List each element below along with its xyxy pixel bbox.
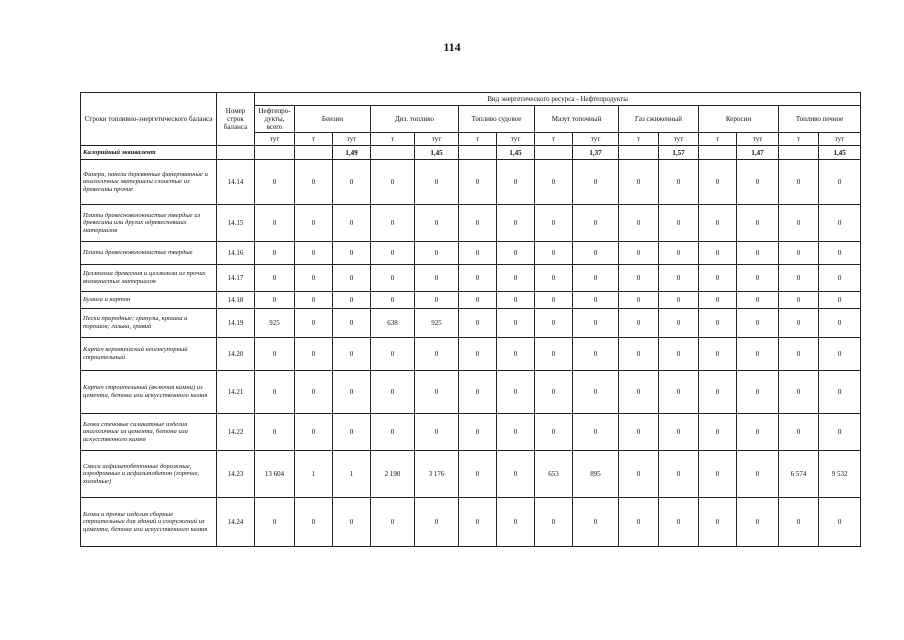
cell-value: 0 bbox=[737, 338, 779, 371]
cell-value: 0 bbox=[819, 242, 861, 265]
cell-value: 0 bbox=[371, 292, 415, 309]
cell-value: 0 bbox=[737, 309, 779, 338]
cell-value: 1 bbox=[333, 451, 371, 498]
cell-value: 0 bbox=[699, 338, 737, 371]
cell-value: 0 bbox=[819, 309, 861, 338]
cell-value: 0 bbox=[659, 451, 699, 498]
cell-value: 0 bbox=[779, 498, 819, 547]
cell-value: 0 bbox=[371, 242, 415, 265]
cell-value: 0 bbox=[819, 338, 861, 371]
cell-value: 0 bbox=[819, 205, 861, 242]
unit-header: тут bbox=[573, 133, 619, 146]
unit-header: тут bbox=[737, 133, 779, 146]
cell-value: 0 bbox=[659, 265, 699, 292]
row-name: Кирпич строительный (включая камни) из цемента, бетона или искусственного камня bbox=[81, 371, 217, 414]
cell-value: 925 bbox=[415, 309, 459, 338]
cell-value: 0 bbox=[255, 371, 295, 414]
cell-value: 0 bbox=[371, 338, 415, 371]
table-row bbox=[81, 242, 861, 265]
row-name: Пески природные; гранулы, крошка и порошок; галька, гравий bbox=[81, 309, 217, 338]
cell-value: 0 bbox=[573, 338, 619, 371]
row-name: Блоки и прочие изделия сборные строительные для зданий и сооружений из цемента, бетона или искусственного камня bbox=[81, 498, 217, 547]
cell-value: 0 bbox=[497, 498, 535, 547]
cell-value: 0 bbox=[255, 414, 295, 451]
calorific-value bbox=[255, 146, 295, 160]
calorific-value: 1,57 bbox=[659, 146, 699, 160]
row-code bbox=[217, 146, 255, 160]
cell-value: 0 bbox=[459, 414, 497, 451]
row-code: 14.18 bbox=[217, 292, 255, 309]
cell-value: 0 bbox=[619, 205, 659, 242]
cell-value: 0 bbox=[659, 160, 699, 205]
cell-value: 0 bbox=[737, 160, 779, 205]
cell-value: 0 bbox=[619, 414, 659, 451]
row-code: 14.21 bbox=[217, 371, 255, 414]
cell-value: 0 bbox=[459, 371, 497, 414]
calorific-value bbox=[699, 146, 737, 160]
cell-value: 653 bbox=[535, 451, 573, 498]
cell-value: 0 bbox=[333, 265, 371, 292]
page-number: 114 bbox=[443, 40, 461, 54]
cell-value: 0 bbox=[573, 498, 619, 547]
cell-value: 0 bbox=[333, 498, 371, 547]
unit-header: тут bbox=[497, 133, 535, 146]
resource-header: Топливо судовое bbox=[459, 106, 535, 133]
cell-value: 0 bbox=[333, 205, 371, 242]
cell-value: 0 bbox=[415, 160, 459, 205]
cell-value: 0 bbox=[295, 309, 333, 338]
row-name: Целлюлоза древесная и целлюлоза из прочих волокнистых материалов bbox=[81, 265, 217, 292]
cell-value: 0 bbox=[659, 205, 699, 242]
cell-value: 0 bbox=[659, 309, 699, 338]
cell-value: 0 bbox=[535, 371, 573, 414]
row-code: 14.22 bbox=[217, 414, 255, 451]
unit-header: тут bbox=[333, 133, 371, 146]
cell-value: 0 bbox=[619, 309, 659, 338]
cell-value: 0 bbox=[619, 498, 659, 547]
cell-value: 0 bbox=[699, 498, 737, 547]
table-row bbox=[81, 265, 861, 292]
cell-value: 0 bbox=[497, 265, 535, 292]
cell-value: 0 bbox=[535, 414, 573, 451]
cell-value: 0 bbox=[255, 265, 295, 292]
cell-value: 0 bbox=[333, 414, 371, 451]
cell-value: 0 bbox=[497, 309, 535, 338]
cell-value: 0 bbox=[819, 371, 861, 414]
table-row bbox=[81, 498, 861, 547]
table-row bbox=[81, 205, 861, 242]
cell-value: 0 bbox=[295, 160, 333, 205]
cell-value: 0 bbox=[415, 265, 459, 292]
unit-header: тут bbox=[255, 133, 295, 146]
calorific-value: 1,49 bbox=[333, 146, 371, 160]
cell-value: 0 bbox=[819, 292, 861, 309]
cell-value: 0 bbox=[371, 371, 415, 414]
cell-value: 0 bbox=[459, 292, 497, 309]
cell-value: 0 bbox=[737, 451, 779, 498]
cell-value: 0 bbox=[255, 292, 295, 309]
cell-value: 0 bbox=[699, 309, 737, 338]
row-code: 14.16 bbox=[217, 242, 255, 265]
cell-value: 0 bbox=[737, 205, 779, 242]
cell-value: 0 bbox=[295, 414, 333, 451]
cell-value: 0 bbox=[659, 414, 699, 451]
cell-value: 3 176 bbox=[415, 451, 459, 498]
cell-value: 0 bbox=[573, 265, 619, 292]
table-row bbox=[81, 414, 861, 451]
cell-value: 0 bbox=[699, 205, 737, 242]
cell-value: 9 532 bbox=[819, 451, 861, 498]
calorific-value bbox=[371, 146, 415, 160]
unit-header: т bbox=[371, 133, 415, 146]
calorific-value: 1,45 bbox=[497, 146, 535, 160]
row-name: Плиты древесноволокнистые твердые из древесины или других одревесневших материалов bbox=[81, 205, 217, 242]
cell-value: 0 bbox=[333, 292, 371, 309]
row-code: 14.15 bbox=[217, 205, 255, 242]
row-name: Плиты древесноволокнистые твердые bbox=[81, 242, 217, 265]
cell-value: 0 bbox=[535, 498, 573, 547]
cell-value: 0 bbox=[699, 160, 737, 205]
cell-value: 0 bbox=[459, 498, 497, 547]
cell-value: 0 bbox=[535, 338, 573, 371]
cell-value: 0 bbox=[415, 242, 459, 265]
cell-value: 0 bbox=[459, 265, 497, 292]
cell-value: 0 bbox=[819, 498, 861, 547]
cell-value: 0 bbox=[497, 205, 535, 242]
row-code: 14.19 bbox=[217, 309, 255, 338]
cell-value: 0 bbox=[737, 265, 779, 292]
cell-value: 0 bbox=[255, 160, 295, 205]
calorific-value bbox=[779, 146, 819, 160]
row-name: Кирпич керамический неогнеупорный строительный bbox=[81, 338, 217, 371]
cell-value: 0 bbox=[779, 338, 819, 371]
cell-value: 0 bbox=[459, 205, 497, 242]
cell-value: 0 bbox=[371, 414, 415, 451]
cell-value: 895 bbox=[573, 451, 619, 498]
table-row bbox=[81, 338, 861, 371]
cell-value: 0 bbox=[459, 338, 497, 371]
row-code: 14.24 bbox=[217, 498, 255, 547]
unit-header: т bbox=[619, 133, 659, 146]
cell-value: 0 bbox=[371, 205, 415, 242]
unit-header: т bbox=[779, 133, 819, 146]
cell-value: 0 bbox=[371, 265, 415, 292]
resource-header: Диз. топливо bbox=[371, 106, 459, 133]
resource-group-header: Вид энергетического ресурса - Нефтепродукты bbox=[255, 93, 861, 106]
cell-value: 638 bbox=[371, 309, 415, 338]
row-label-header: Строки топливно-энергетического баланса bbox=[81, 93, 217, 146]
cell-value: 0 bbox=[459, 160, 497, 205]
cell-value: 925 bbox=[255, 309, 295, 338]
cell-value: 0 bbox=[619, 338, 659, 371]
cell-value: 0 bbox=[699, 414, 737, 451]
cell-value: 0 bbox=[497, 160, 535, 205]
cell-value: 0 bbox=[619, 292, 659, 309]
cell-value: 0 bbox=[659, 338, 699, 371]
cell-value: 0 bbox=[371, 498, 415, 547]
row-name: Бумага и картон bbox=[81, 292, 217, 309]
cell-value: 0 bbox=[737, 414, 779, 451]
cell-value: 0 bbox=[659, 292, 699, 309]
cell-value: 0 bbox=[535, 205, 573, 242]
row-name: Смеси асфальтобетонные дорожные, аэродромные и асфальтобетон (горячие, холодные) bbox=[81, 451, 217, 498]
cell-value: 0 bbox=[255, 338, 295, 371]
table-row bbox=[81, 160, 861, 205]
cell-value: 0 bbox=[699, 371, 737, 414]
cell-value: 0 bbox=[699, 451, 737, 498]
cell-value: 0 bbox=[535, 160, 573, 205]
cell-value: 0 bbox=[819, 160, 861, 205]
cell-value: 13 604 bbox=[255, 451, 295, 498]
cell-value: 0 bbox=[779, 414, 819, 451]
cell-value: 1 bbox=[295, 451, 333, 498]
cell-value: 0 bbox=[415, 414, 459, 451]
cell-value: 0 bbox=[659, 371, 699, 414]
cell-value: 0 bbox=[497, 242, 535, 265]
cell-value: 0 bbox=[737, 292, 779, 309]
calorific-value bbox=[535, 146, 573, 160]
calorific-equivalent-row bbox=[81, 146, 861, 160]
row-name: Блоки стеновые силикатные изделия аналогичные из цемента, бетона или искусственного камня bbox=[81, 414, 217, 451]
cell-value: 0 bbox=[415, 205, 459, 242]
cell-value: 0 bbox=[619, 160, 659, 205]
resource-header: Мазут топочный bbox=[535, 106, 619, 133]
cell-value: 0 bbox=[459, 242, 497, 265]
row-code: 14.20 bbox=[217, 338, 255, 371]
energy-balance-table bbox=[80, 92, 861, 547]
cell-value: 0 bbox=[619, 451, 659, 498]
cell-value: 0 bbox=[415, 338, 459, 371]
cell-value: 6 574 bbox=[779, 451, 819, 498]
cell-value: 0 bbox=[659, 242, 699, 265]
cell-value: 0 bbox=[779, 309, 819, 338]
cell-value: 0 bbox=[295, 292, 333, 309]
unit-header: тут bbox=[819, 133, 861, 146]
cell-value: 0 bbox=[619, 242, 659, 265]
cell-value: 0 bbox=[497, 451, 535, 498]
cell-value: 0 bbox=[573, 309, 619, 338]
cell-value: 0 bbox=[497, 371, 535, 414]
cell-value: 0 bbox=[819, 265, 861, 292]
row-name: Калорийный эквивалент bbox=[81, 146, 217, 160]
table-row bbox=[81, 292, 861, 309]
cell-value: 0 bbox=[535, 309, 573, 338]
calorific-value bbox=[459, 146, 497, 160]
calorific-value: 1,45 bbox=[819, 146, 861, 160]
cell-value: 0 bbox=[619, 265, 659, 292]
resource-header: Нефтепро-дукты, всего bbox=[255, 106, 295, 133]
cell-value: 0 bbox=[295, 371, 333, 414]
cell-value: 0 bbox=[255, 498, 295, 547]
cell-value: 0 bbox=[779, 160, 819, 205]
cell-value: 0 bbox=[333, 371, 371, 414]
calorific-value: 1,37 bbox=[573, 146, 619, 160]
unit-header: тут bbox=[659, 133, 699, 146]
cell-value: 0 bbox=[699, 265, 737, 292]
cell-value: 0 bbox=[779, 371, 819, 414]
cell-value: 0 bbox=[779, 205, 819, 242]
cell-value: 0 bbox=[333, 160, 371, 205]
unit-header: тут bbox=[415, 133, 459, 146]
cell-value: 0 bbox=[333, 338, 371, 371]
cell-value: 0 bbox=[573, 205, 619, 242]
resource-header: Керосин bbox=[699, 106, 779, 133]
cell-value: 0 bbox=[415, 498, 459, 547]
cell-value: 0 bbox=[535, 292, 573, 309]
resource-header: Газ сжиженный bbox=[619, 106, 699, 133]
cell-value: 0 bbox=[737, 498, 779, 547]
cell-value: 0 bbox=[333, 242, 371, 265]
calorific-value bbox=[619, 146, 659, 160]
cell-value: 0 bbox=[737, 242, 779, 265]
cell-value: 0 bbox=[573, 292, 619, 309]
calorific-value: 1,45 bbox=[415, 146, 459, 160]
row-name: Фанера, панели деревянные фанерованные и аналогичные материалы слоистые из древесины прочие bbox=[81, 160, 217, 205]
cell-value: 0 bbox=[295, 242, 333, 265]
cell-value: 0 bbox=[295, 205, 333, 242]
cell-value: 0 bbox=[699, 292, 737, 309]
unit-header: т bbox=[459, 133, 497, 146]
table-row bbox=[81, 371, 861, 414]
cell-value: 0 bbox=[415, 292, 459, 309]
cell-value: 0 bbox=[497, 414, 535, 451]
cell-value: 0 bbox=[295, 265, 333, 292]
cell-value: 0 bbox=[819, 414, 861, 451]
cell-value: 0 bbox=[573, 414, 619, 451]
cell-value: 0 bbox=[573, 371, 619, 414]
cell-value: 0 bbox=[699, 242, 737, 265]
cell-value: 0 bbox=[497, 292, 535, 309]
table-row bbox=[81, 309, 861, 338]
cell-value: 0 bbox=[255, 242, 295, 265]
cell-value: 0 bbox=[255, 205, 295, 242]
unit-header: т bbox=[699, 133, 737, 146]
cell-value: 0 bbox=[535, 242, 573, 265]
calorific-value bbox=[295, 146, 333, 160]
cell-value: 0 bbox=[573, 160, 619, 205]
cell-value: 0 bbox=[779, 292, 819, 309]
calorific-value: 1,47 bbox=[737, 146, 779, 160]
cell-value: 0 bbox=[459, 309, 497, 338]
cell-value: 0 bbox=[295, 498, 333, 547]
resource-header: Бензин bbox=[295, 106, 371, 133]
cell-value: 0 bbox=[659, 498, 699, 547]
line-number-header: Номер строк баланса bbox=[217, 93, 255, 146]
cell-value: 0 bbox=[779, 265, 819, 292]
cell-value: 0 bbox=[371, 160, 415, 205]
cell-value: 0 bbox=[459, 451, 497, 498]
table-row bbox=[81, 451, 861, 498]
unit-header: т bbox=[535, 133, 573, 146]
cell-value: 0 bbox=[497, 338, 535, 371]
cell-value: 0 bbox=[573, 242, 619, 265]
row-code: 14.14 bbox=[217, 160, 255, 205]
cell-value: 0 bbox=[295, 338, 333, 371]
resource-header: Топливо печное bbox=[779, 106, 861, 133]
cell-value: 0 bbox=[779, 242, 819, 265]
row-code: 14.17 bbox=[217, 265, 255, 292]
cell-value: 0 bbox=[619, 371, 659, 414]
row-code: 14.23 bbox=[217, 451, 255, 498]
cell-value: 2 190 bbox=[371, 451, 415, 498]
cell-value: 0 bbox=[737, 371, 779, 414]
unit-header: т bbox=[295, 133, 333, 146]
cell-value: 0 bbox=[535, 265, 573, 292]
cell-value: 0 bbox=[333, 309, 371, 338]
cell-value: 0 bbox=[415, 371, 459, 414]
